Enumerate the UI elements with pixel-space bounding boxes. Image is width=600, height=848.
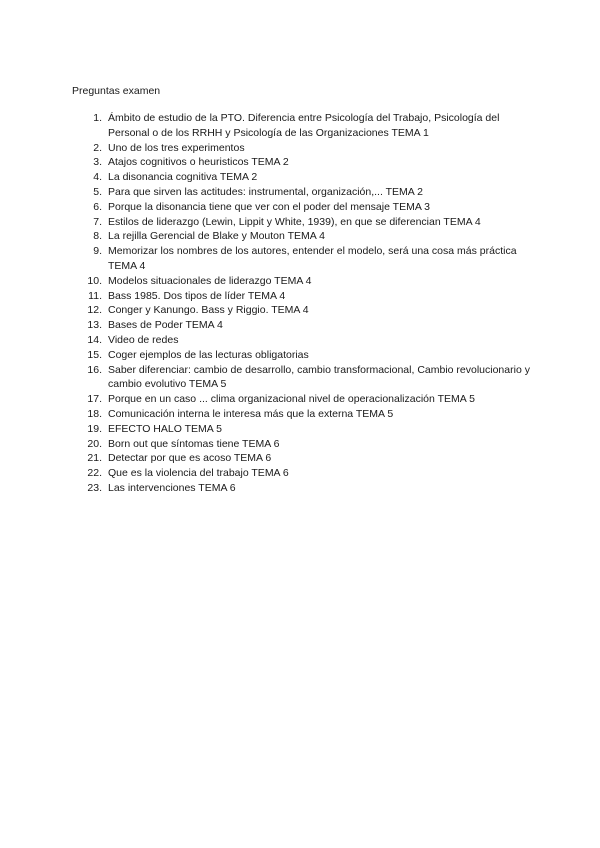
question-number: 7. (93, 215, 102, 228)
question-text: Ámbito de estudio de la PTO. Diferencia entre Psicología del Trabajo, Psicología del Personal o de los RRHH y Psicología de las Organizaciones TEMA 1 (108, 112, 500, 139)
question-text: Estilos de liderazgo (Lewin, Lippit y White, 1939), en que se diferencian TEMA 4 (108, 215, 481, 228)
question-item (72, 155, 532, 170)
question-number: 22. (87, 467, 102, 480)
question-text: La rejilla Gerencial de Blake y Mouton TEMA 4 (108, 230, 325, 243)
question-text: Conger y Kanungo. Bass y Riggio. TEMA 4 (108, 304, 309, 317)
question-number: 19. (87, 422, 102, 435)
question-number: 18. (87, 407, 102, 420)
question-item (72, 215, 532, 230)
question-text: Atajos cognitivos o heuristicos TEMA 2 (108, 156, 289, 169)
question-number: 17. (87, 393, 102, 406)
question-text: Bases de Poder TEMA 4 (108, 319, 223, 332)
question-text: Porque en un caso ... clima organizacional nivel de operacionalización TEMA 5 (108, 393, 475, 406)
question-number: 3. (93, 156, 102, 169)
question-number: 20. (87, 437, 102, 450)
question-item (72, 318, 532, 333)
question-text: Comunicación interna le interesa más que la externa TEMA 5 (108, 407, 394, 420)
question-item (72, 244, 532, 274)
question-item (72, 407, 532, 422)
question-text: Porque la disonancia tiene que ver con el poder del mensaje TEMA 3 (108, 200, 431, 213)
question-number: 11. (88, 289, 102, 302)
question-number: 9. (93, 245, 102, 258)
question-item (72, 185, 532, 200)
question-number: 5. (93, 185, 102, 198)
question-number: 16. (87, 363, 102, 376)
question-item (72, 451, 532, 466)
question-item (72, 111, 532, 141)
question-number: 14. (87, 333, 102, 346)
question-item (72, 437, 532, 452)
question-text: Born out que síntomas tiene TEMA 6 (108, 437, 280, 450)
question-text: Las intervenciones TEMA 6 (108, 481, 236, 494)
question-item (72, 363, 532, 393)
question-item (72, 289, 532, 304)
question-list (72, 111, 532, 496)
question-number: 10. (87, 274, 102, 287)
question-text: Saber diferenciar: cambio de desarrollo, cambio transformacional, Cambio revolucionario y cambio evolutivo TEMA 5 (108, 363, 530, 391)
question-text: EFECTO HALO TEMA 5 (108, 422, 222, 435)
question-text: Bass 1985. Dos tipos de líder TEMA 4 (108, 289, 286, 302)
question-item (72, 141, 532, 156)
question-item (72, 392, 532, 407)
question-item (72, 274, 532, 289)
question-text: Coger ejemplos de las lecturas obligatorias (108, 348, 309, 361)
question-number: 13. (87, 319, 102, 332)
document-title: Preguntas examen (72, 85, 161, 97)
question-number: 4. (93, 171, 102, 184)
question-item (72, 303, 532, 318)
question-text: Memorizar los nombres de los autores, entender el modelo, será una cosa más práctica TEMA 4 (108, 245, 517, 272)
question-text: Detectar por que es acoso TEMA 6 (108, 452, 272, 465)
question-number: 12. (87, 304, 102, 317)
question-text: Modelos situacionales de liderazgo TEMA 4 (108, 274, 312, 287)
question-text: Video de redes (108, 333, 179, 346)
question-number: 8. (93, 230, 102, 243)
question-item (72, 422, 532, 437)
question-item (72, 200, 532, 215)
question-item (72, 229, 532, 244)
question-text: La disonancia cognitiva TEMA 2 (108, 171, 258, 184)
question-number: 15. (87, 348, 102, 361)
question-text: Para que sirven las actitudes: instrumental, organización,... TEMA 2 (108, 185, 423, 198)
question-item (72, 170, 532, 185)
question-number: 23. (87, 481, 102, 494)
question-text: Que es la violencia del trabajo TEMA 6 (108, 467, 289, 480)
question-item (72, 466, 532, 481)
question-item (72, 348, 532, 363)
question-number: 2. (93, 141, 102, 154)
question-item (72, 333, 532, 348)
question-number: 6. (93, 200, 102, 213)
question-text: Uno de los tres experimentos (108, 141, 245, 154)
question-item (72, 481, 532, 496)
question-number: 21. (87, 452, 102, 465)
question-number: 1. (93, 112, 102, 124)
